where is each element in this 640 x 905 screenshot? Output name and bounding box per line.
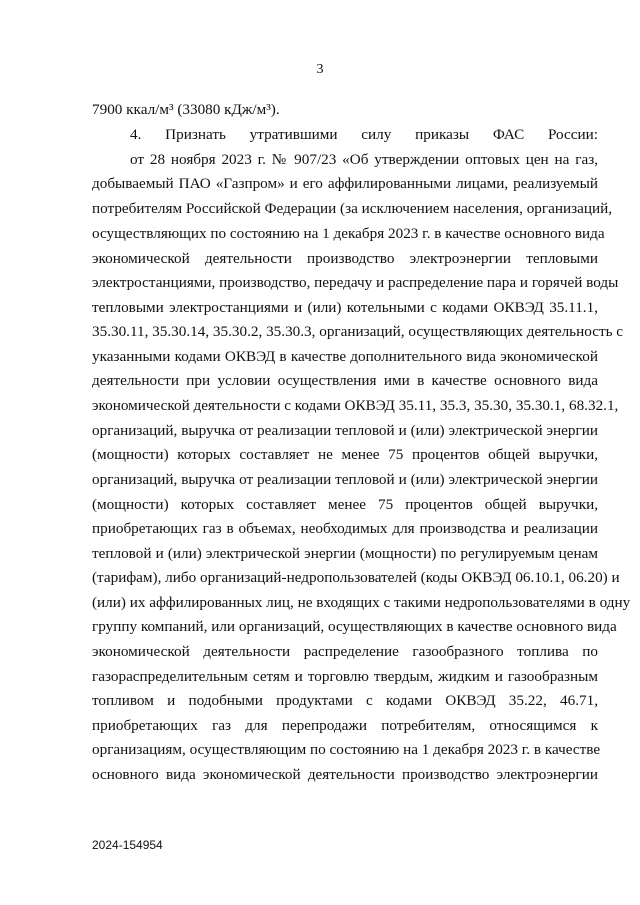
text-line: газораспределительным сетям и торговлю твердым, жидким и газообразным [92,668,598,685]
text-line: потребителям Российской Федерации (за исключением населения, организаций, [92,200,613,217]
text-line: добываемый ПАО «Газпром» и его аффилированными лицами, реализуемый [92,175,598,192]
text-line: экономической деятельности производство электроэнергии тепловыми [92,250,598,267]
page-number: 3 [316,62,324,77]
text-line: от 28 ноября 2023 г. № 907/23 «Об утверждении оптовых цен на газ, [130,151,598,168]
text-line: (или) их аффилированных лиц, не входящих с такими недропользователями в одну [92,594,631,611]
text-line: 4. Признать утратившими силу приказы ФАС России: [130,126,598,143]
text-line: экономической деятельности с кодами ОКВЭД 35.11, 35.3, 35.30, 35.30.1, 68.32.1, [92,397,619,414]
text-line: тепловой и (или) электрической энергии (мощности) по регулируемым ценам [92,545,598,562]
document-registration-code: 2024-154954 [92,838,163,852]
text-line: экономической деятельности распределение газообразного топлива по [92,643,598,660]
text-line: осуществляющих по состоянию на 1 декабря 2023 г. в качестве основного вида [92,225,605,242]
text-line: организациям, осуществляющим по состоянию на 1 декабря 2023 г. в качестве [92,741,601,758]
text-line: указанными кодами ОКВЭД в качестве дополнительного вида экономической [92,348,598,365]
text-line: группу компаний, или организаций, осуществляющих в качестве основного вида [92,618,617,635]
text-line: (тарифам), либо организаций-недропользователей (коды ОКВЭД 06.10.1, 06.20) и [92,569,620,586]
text-line: организаций, выручка от реализации тепловой и (или) электрической энергии [92,422,598,439]
text-line: (мощности) которых составляет не менее 75 процентов общей выручки, [92,446,598,463]
text-line: электростанциями, производство, передачу и распределение пара и горячей воды [92,274,619,291]
text-line: топливом и подобными продуктами с кодами ОКВЭД 35.22, 46.71, [92,692,598,709]
text-line: 35.30.11, 35.30.14, 35.30.2, 35.30.3, организаций, осуществляющих деятельность с [92,323,624,340]
text-line: основного вида экономической деятельности производство электроэнергии [92,766,598,783]
text-line: тепловыми электростанциями и (или) котельными с кодами ОКВЭД 35.11.1, [92,299,598,316]
text-line: (мощности) которых составляет менее 75 процентов общей выручки, [92,496,598,513]
text-line: 7900 ккал/м³ (33080 кДж/м³). [92,101,280,118]
text-line: деятельности при условии осуществления ими в качестве основного вида [92,372,598,389]
text-line: приобретающих газ для перепродажи потребителям, относящимся к [92,717,598,734]
text-line: организаций, выручка от реализации тепловой и (или) электрической энергии [92,471,598,488]
text-line: приобретающих газ в объемах, необходимых для производства и реализации [92,520,598,537]
